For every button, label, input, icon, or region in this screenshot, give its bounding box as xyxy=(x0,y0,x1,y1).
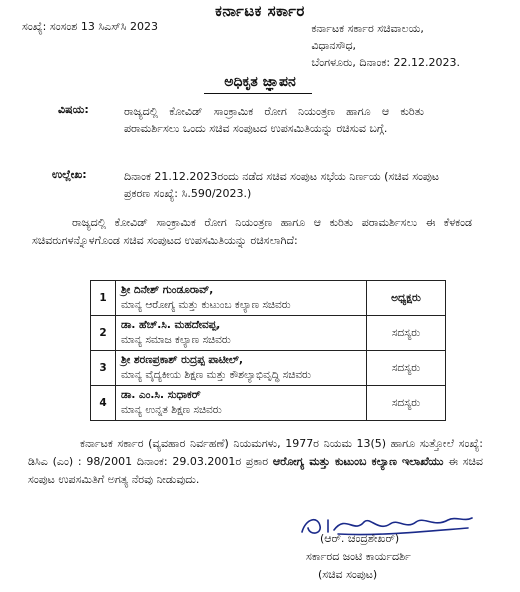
member-name: ಶ್ರೀ ದಿನೇಶ್ ಗುಂಡೂರಾವ್, xyxy=(121,284,214,296)
member-number: 2 xyxy=(91,316,116,351)
member-portfolio: ಮಾನ್ಯ ಆರೋಗ್ಯ ಮತ್ತು ಕುಟುಂಬ ಕಲ್ಯಾಣ ಸಚಿವರು xyxy=(121,299,291,311)
closing-department: ಆರೋಗ್ಯ ಮತ್ತು ಕುಟುಂಬ ಕಲ್ಯಾಣ ಇಲಾಖೆಯು xyxy=(272,455,444,468)
subject-text: ರಾಜ್ಯದಲ್ಲಿ ಕೋವಿಡ್ ಸಾಂಕ್ರಾಮಿಕ ರೋಗ ನಿಯಂತ್ರಣ ಹಾಗೂ ಆ ಕುರಿತು ಪರಾಮರ್ಶಿಸಲು ಒಂದು ಸಚಿವ ಸಂಪುಟದ ಉಪಸಮಿತಿಯನ್ನು ರಚಿಸುವ ಬಗ್ಗೆ. xyxy=(124,105,424,135)
member-role: ಸದಸ್ಯರು xyxy=(367,316,446,351)
member-details xyxy=(116,386,367,421)
government-title: ಕರ್ನಾಟಕ ಸರ್ಕಾರ xyxy=(215,2,305,20)
member-row xyxy=(91,316,446,351)
office-name: ಕರ್ನಾಟಕ ಸರ್ಕಾರ ಸಚಿವಾಲಯ, xyxy=(311,22,424,35)
closing-text-part1: ಕರ್ನಾಟಕ ಸರ್ಕಾರ (ವ್ಯವಹಾರ ನಿರ್ವಹಣೆ) ನಿಯಮಗಳು, 1977ರ ನಿಯಮ 13(5) ಹಾಗೂ ಸುತ್ತೋಲೆ ಸಂಖ್ಯೆ: ಡಿಸಿಎ (ಎಂ) : 98/2001 ದಿನಾಂಕ: 29.03.2001ರ ಪ್ರಕಾರ xyxy=(28,437,483,468)
member-row xyxy=(91,281,446,316)
member-role: ಅಧ್ಯಕ್ಷರು xyxy=(367,281,446,316)
member-portfolio: ಮಾನ್ಯ ಸಮಾಜ ಕಲ್ಯಾಣ ಸಚಿವರು xyxy=(121,334,231,346)
member-name: ಶ್ರೀ ಶರಣಪ್ರಕಾಶ್ ರುದ್ರಪ್ಪ ಪಾಟೀಲ್, xyxy=(121,354,243,366)
address-block xyxy=(311,20,460,71)
signatory-designation: ಸರ್ಕಾರದ ಜಂಟಿ ಕಾರ್ಯದರ್ಶಿ xyxy=(306,550,411,563)
member-row xyxy=(91,351,446,386)
members-table xyxy=(90,280,446,421)
signatory-department: (ಸಚಿವ ಸಂಪುಟ) xyxy=(318,568,378,581)
order-title: ಅಧಿಕೃತ ಜ್ಞಾಪನ xyxy=(224,74,296,90)
member-number: 1 xyxy=(91,281,116,316)
closing-paragraph xyxy=(28,435,483,489)
member-details xyxy=(116,351,367,386)
closing-text-part2: ಈ ಸಚಿವ ಸಂಪುಟ ಉಪಸಮಿತಿಗೆ ಅಗತ್ಯ ನೆರವು ನೀಡುವುದು. xyxy=(28,455,483,486)
member-portfolio: ಮಾನ್ಯ ಉನ್ನತ ಶಿಕ್ಷಣ ಸಚಿವರು xyxy=(121,404,222,416)
member-number: 3 xyxy=(91,351,116,386)
body-paragraph: ರಾಜ್ಯದಲ್ಲಿ ಕೋವಿಡ್ ಸಾಂಕ್ರಾಮಿಕ ರೋಗ ನಿಯಂತ್ರಣ ಹಾಗೂ ಆ ಕುರಿತು ಪರಾಮರ್ಶಿಸಲು ಈ ಕೆಳಕಂಡ ಸಚಿವರುಗಳನ್ನೊಳಗೊಂಡ ಸಚಿವ ಸಂಪುಟದ ಉಪಸಮಿತಿಯನ್ನು ರಚಿಸಲಾಗಿದೆ: xyxy=(32,216,472,247)
title-underline xyxy=(204,93,312,94)
member-role: ಸದಸ್ಯರು xyxy=(367,351,446,386)
building-name: ವಿಧಾನಸೌಧ, xyxy=(311,39,357,52)
member-role: ಸದಸ್ಯರು xyxy=(367,386,446,421)
member-number: 4 xyxy=(91,386,116,421)
reference-label: ಉಲ್ಲೇಖ: xyxy=(52,168,87,181)
place-date: ಬೆಂಗಳೂರು, ದಿನಾಂಕ: 22.12.2023. xyxy=(311,56,460,69)
member-portfolio: ಮಾನ್ಯ ವೈದ್ಯಕೀಯ ಶಿಕ್ಷಣ ಮತ್ತು ಕೌಶಲ್ಯಾಭಿವೃದ್ಧಿ ಸಚಿವರು xyxy=(121,369,311,381)
members-table-body xyxy=(91,281,446,421)
member-name: ಡಾ. ಹೆಚ್.ಸಿ. ಮಹದೇವಪ್ಪ, xyxy=(121,319,221,331)
reference-number: ಸಂಖ್ಯೆ: ಸಂಸಂಶ 13 ಸಿಎಸ್‌ಸಿ 2023 xyxy=(22,20,158,33)
reference-text: ದಿನಾಂಕ 21.12.2023ರಂದು ನಡೆದ ಸಚಿವ ಸಂಪುಟ ಸಭೆಯ ನಿರ್ಣಯ (ಸಚಿವ ಸಂಪುಟ ಪ್ರಕರಣ ಸಂಖ್ಯೆ: ಸಿ.590/2023.) xyxy=(124,170,440,200)
subject-label: ವಿಷಯ: xyxy=(58,103,89,116)
member-details xyxy=(116,316,367,351)
member-name: ಡಾ. ಎಂ.ಸಿ. ಸುಧಾಕರ್ xyxy=(121,389,201,401)
signatory-name: (ಆರ್. ಚಂದ್ರಶೇಖರ್) xyxy=(320,532,400,545)
member-row xyxy=(91,386,446,421)
member-details xyxy=(116,281,367,316)
